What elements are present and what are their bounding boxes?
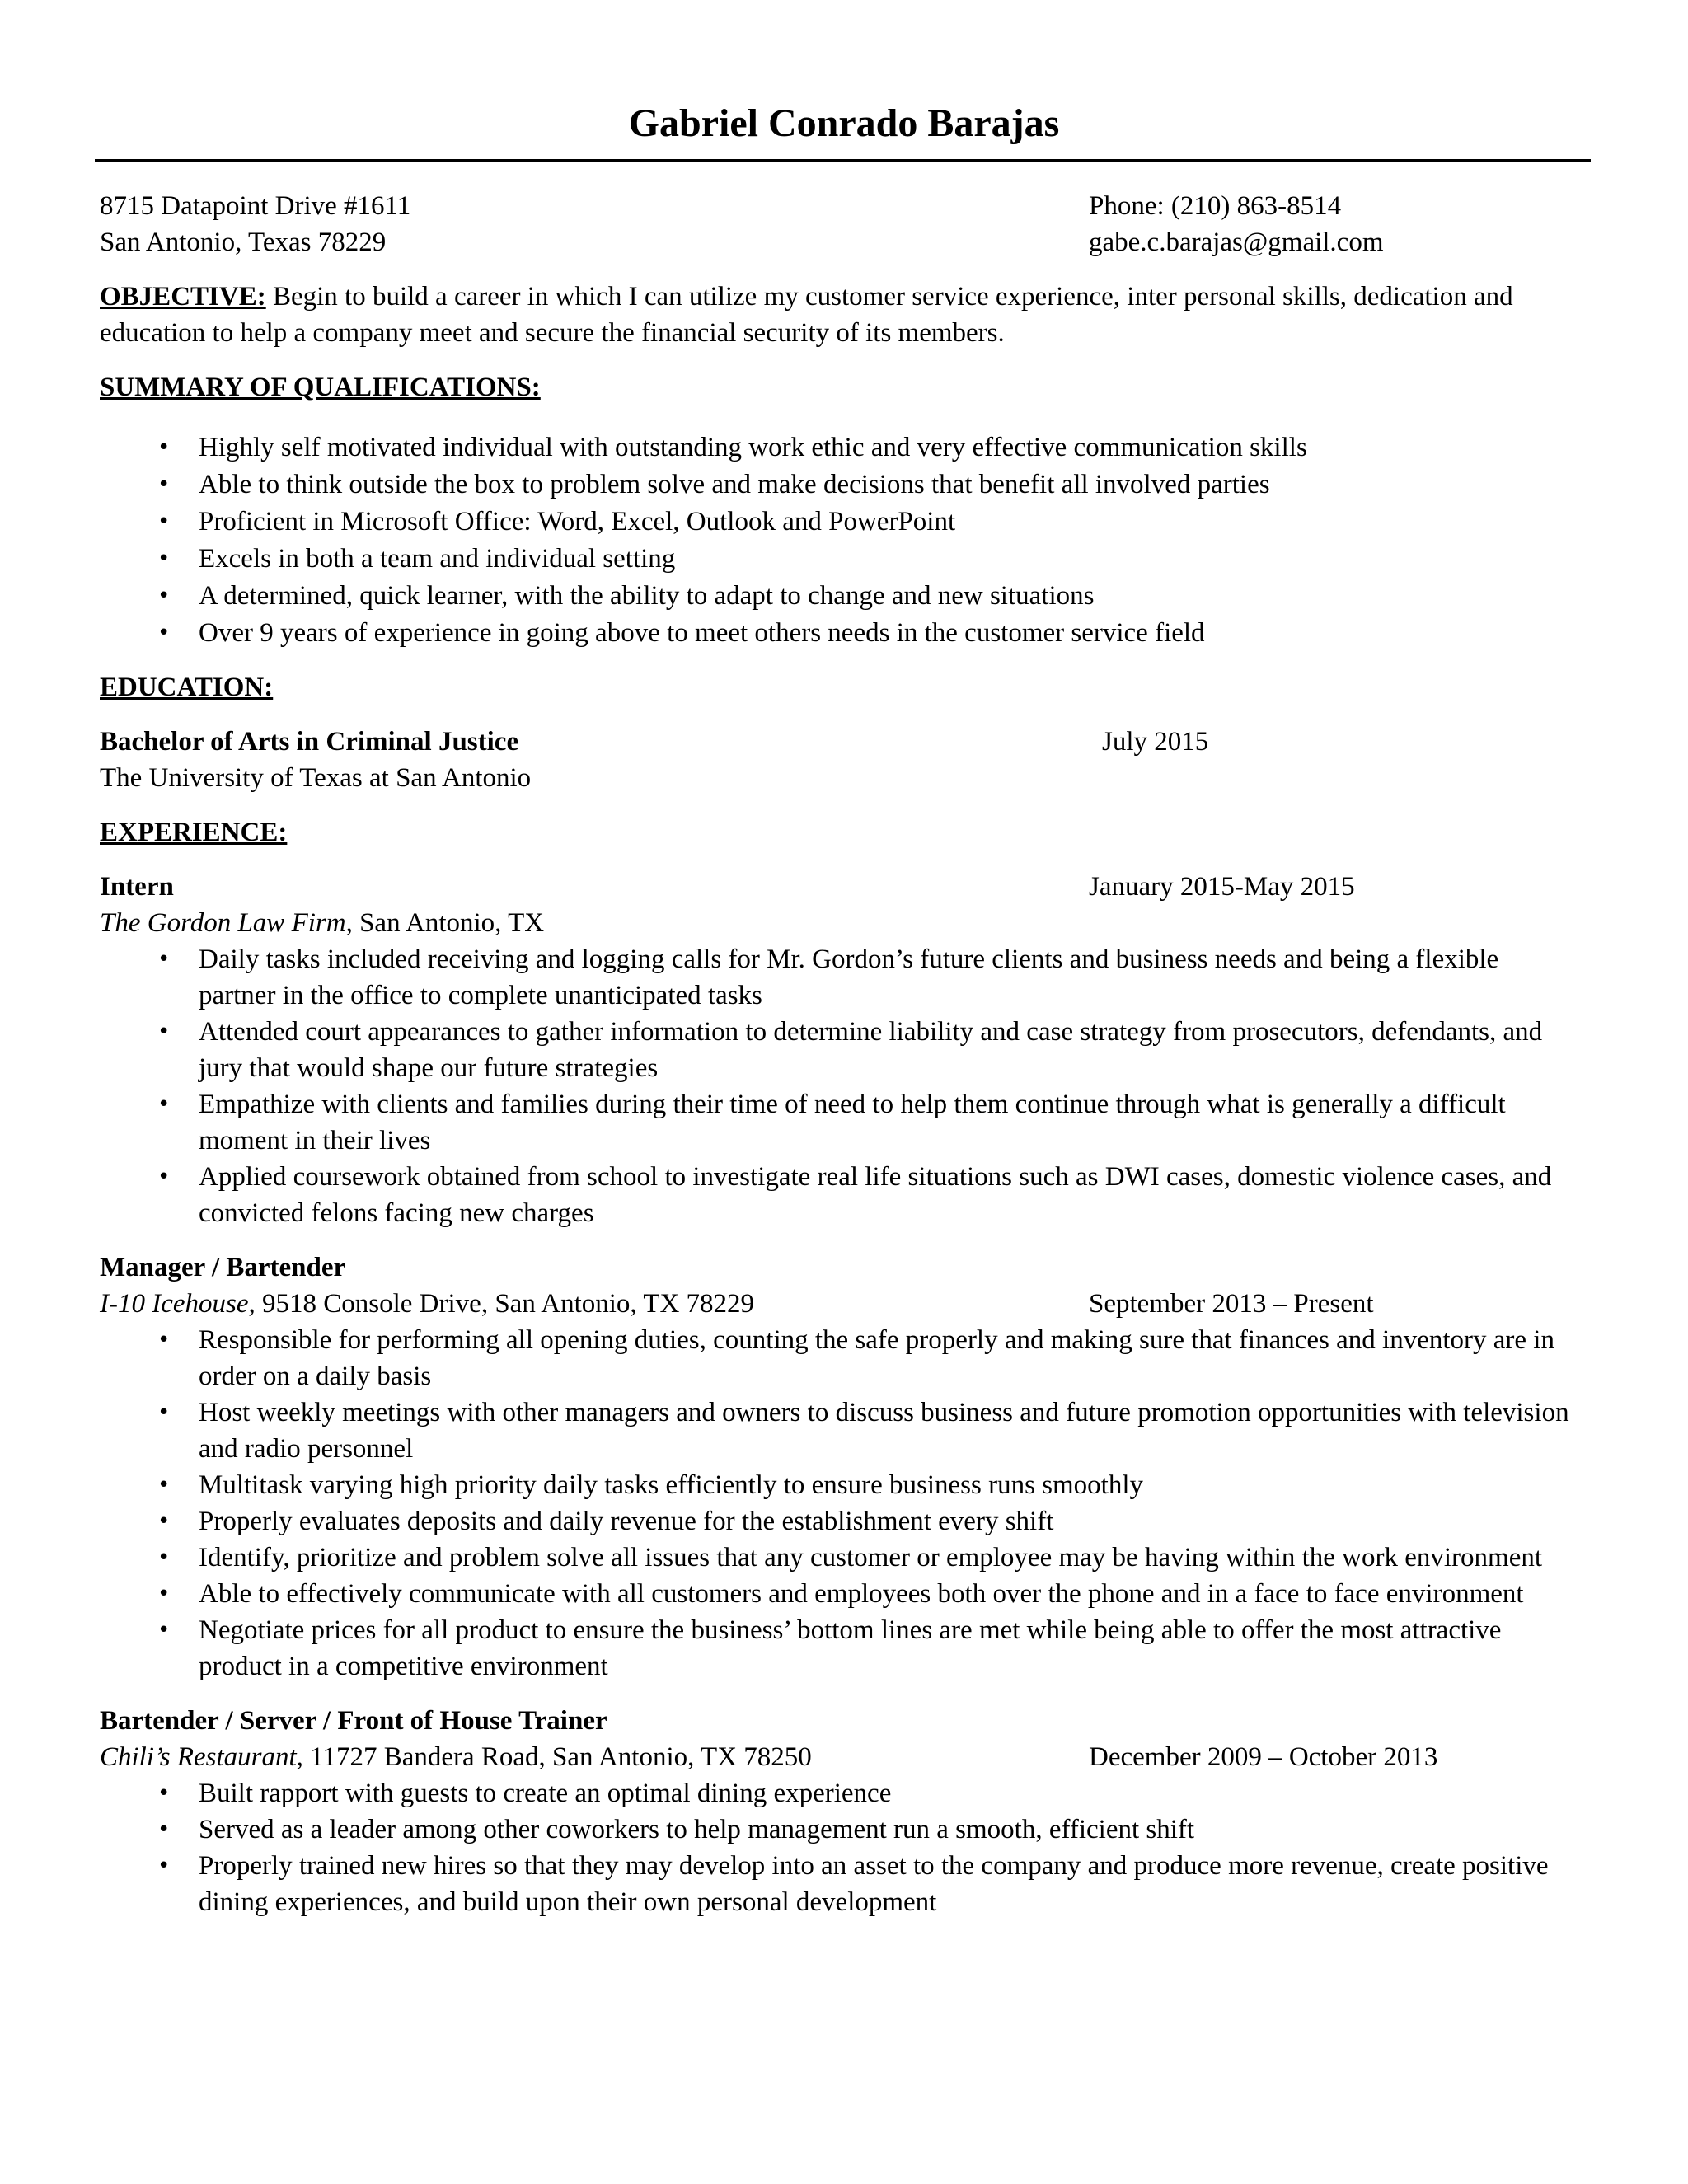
candidate-name: Gabriel Conrado Barajas [628,101,1060,145]
school: The University of Texas at San Antonio [100,763,532,793]
bullet-icon: • [157,583,171,608]
summary-item: • Excels in both a team and individual setting [100,541,1575,577]
job-bullet: • Multitask varying high priority daily tasks efficiently to ensure business runs smoothly [100,1467,1575,1503]
employer-name: I-10 Icehouse, [100,1289,256,1319]
job-employer-line [100,1739,1089,1775]
job-bartender-server-trainer [100,1703,1575,1920]
job-date: December 2009 – October 2013 [1089,1742,1438,1772]
bullet-icon: • [157,546,171,571]
job-date: January 2015-May 2015 [1089,872,1355,902]
bullet-icon: • [157,1781,171,1806]
summary-item: • Proficient in Microsoft Office: Word, Excel, Outlook and PowerPoint [100,504,1575,540]
job-bullet: • Served as a leader among other coworkers to help management run a smooth, efficient shift [100,1811,1575,1848]
bullet-icon: • [157,1400,171,1425]
header-rule [95,159,1591,162]
job-bullet: • Properly trained new hires so that they may develop into an asset to the company and produce more revenue, create positive dining experiences, and build upon their own personal development [100,1848,1575,1920]
bullet-icon: • [157,1817,171,1842]
job-title-row [100,869,1575,905]
summary-item: • Able to think outside the box to problem solve and make decisions that benefit all involved parties [100,466,1575,503]
objective-text: Begin to build a career in which I can utilize my customer service experience, inter personal skills, dedication and education to help a company meet and secure the financial security of its members. [100,282,1513,348]
bullet-icon: • [157,1328,171,1352]
job-title: Manager / Bartender [100,1253,346,1282]
job-bullet: • Built rapport with guests to create an optimal dining experience [100,1775,1575,1811]
bullet-icon: • [157,1509,171,1534]
bullet-icon: • [157,621,171,645]
job-bullet: • Host weekly meetings with other managers and owners to discuss business and future promotion opportunities with television and radio personnel [100,1394,1575,1467]
email: gabe.c.barajas@gmail.com [1089,227,1384,257]
job-bullet: • Responsible for performing all opening duties, counting the safe properly and making sure that finances and inventory are in order on a daily basis [100,1322,1575,1394]
education-date: July 2015 [1102,727,1209,757]
job-bullet: • Attended court appearances to gather information to determine liability and case strategy from prosecutors, defendants, and jury that would shape our future strategies [100,1014,1575,1086]
job-bullet: • Daily tasks included receiving and logging calls for Mr. Gordon’s future clients and business needs and being a flexible partner in the office to complete unanticipated tasks [100,941,1575,1014]
bullet-icon: • [157,1092,171,1117]
job-bullet: • Able to effectively communicate with all customers and employees both over the phone and in a face to face environment [100,1576,1575,1612]
experience-heading: EXPERIENCE: [100,818,288,847]
contact-row-2 [100,224,1575,260]
employer-name: The Gordon Law Firm [100,908,346,938]
job-employer-line [100,1286,1089,1322]
job-bullet: • Applied coursework obtained from school to investigate real life situations such as DWI cases, domestic violence cases, and convicted felons facing new charges [100,1159,1575,1231]
job-bullet: • Negotiate prices for all product to ensure the business’ bottom lines are met while being able to offer the most attractive product in a competitive environment [100,1612,1575,1685]
bullet-icon: • [157,1473,171,1497]
bullet-icon: • [157,435,171,460]
job-bullets [100,1322,1575,1685]
job-bullet: • Identify, prioritize and problem solve all issues that any customer or employee may be having within the work environment [100,1540,1575,1576]
employer-name: Chili’s Restaurant, [100,1742,303,1772]
address-line-2: San Antonio, Texas 78229 [100,227,387,257]
objective [100,279,1575,351]
job-employer-row [100,1739,1575,1775]
employer-location: 9518 Console Drive, San Antonio, TX 78229 [255,1289,755,1319]
bullet-icon: • [157,1618,171,1643]
bullet-icon: • [157,1582,171,1606]
resume-body [100,188,1575,1920]
bullet-icon: • [157,509,171,534]
job-bullets [100,1775,1575,1920]
job-date: September 2013 – Present [1089,1289,1374,1319]
bullet-icon: • [157,472,171,497]
contact-row-1 [100,188,1575,224]
bullet-icon: • [157,1545,171,1570]
bullet-icon: • [157,947,171,972]
employer-location: 11727 Bandera Road, San Antonio, TX 78250 [302,1742,812,1772]
job-title: Intern [100,872,174,902]
job-employer-line [100,905,1575,941]
bullet-icon: • [157,1854,171,1878]
summary-heading: SUMMARY OF QUALIFICATIONS: [100,373,541,402]
bullet-icon: • [157,1019,171,1044]
job-intern [100,869,1575,1231]
summary-item: • A determined, quick learner, with the ability to adapt to change and new situations [100,578,1575,614]
bullet-icon: • [157,1165,171,1189]
job-bullet: • Properly evaluates deposits and daily revenue for the establishment every shift [100,1503,1575,1540]
job-title: Bartender / Server / Front of House Trainer [100,1706,607,1736]
summary-list [100,429,1575,651]
phone: Phone: (210) 863-8514 [1089,191,1342,221]
job-bullets [100,941,1575,1231]
education-row [100,724,1575,760]
education-heading: EDUCATION: [100,673,274,702]
objective-label: OBJECTIVE: [100,282,266,312]
degree: Bachelor of Arts in Criminal Justice [100,727,519,757]
address-line-1: 8715 Datapoint Drive #1611 [100,191,411,221]
employer-location: , San Antonio, TX [345,908,545,938]
summary-item: • Highly self motivated individual with outstanding work ethic and very effective communication skills [100,429,1575,466]
job-employer-row [100,1286,1575,1322]
job-manager-bartender [100,1249,1575,1685]
summary-item: • Over 9 years of experience in going above to meet others needs in the customer service field [100,615,1575,651]
job-bullet: • Empathize with clients and families during their time of need to help them continue through what is generally a difficult moment in their lives [100,1086,1575,1159]
